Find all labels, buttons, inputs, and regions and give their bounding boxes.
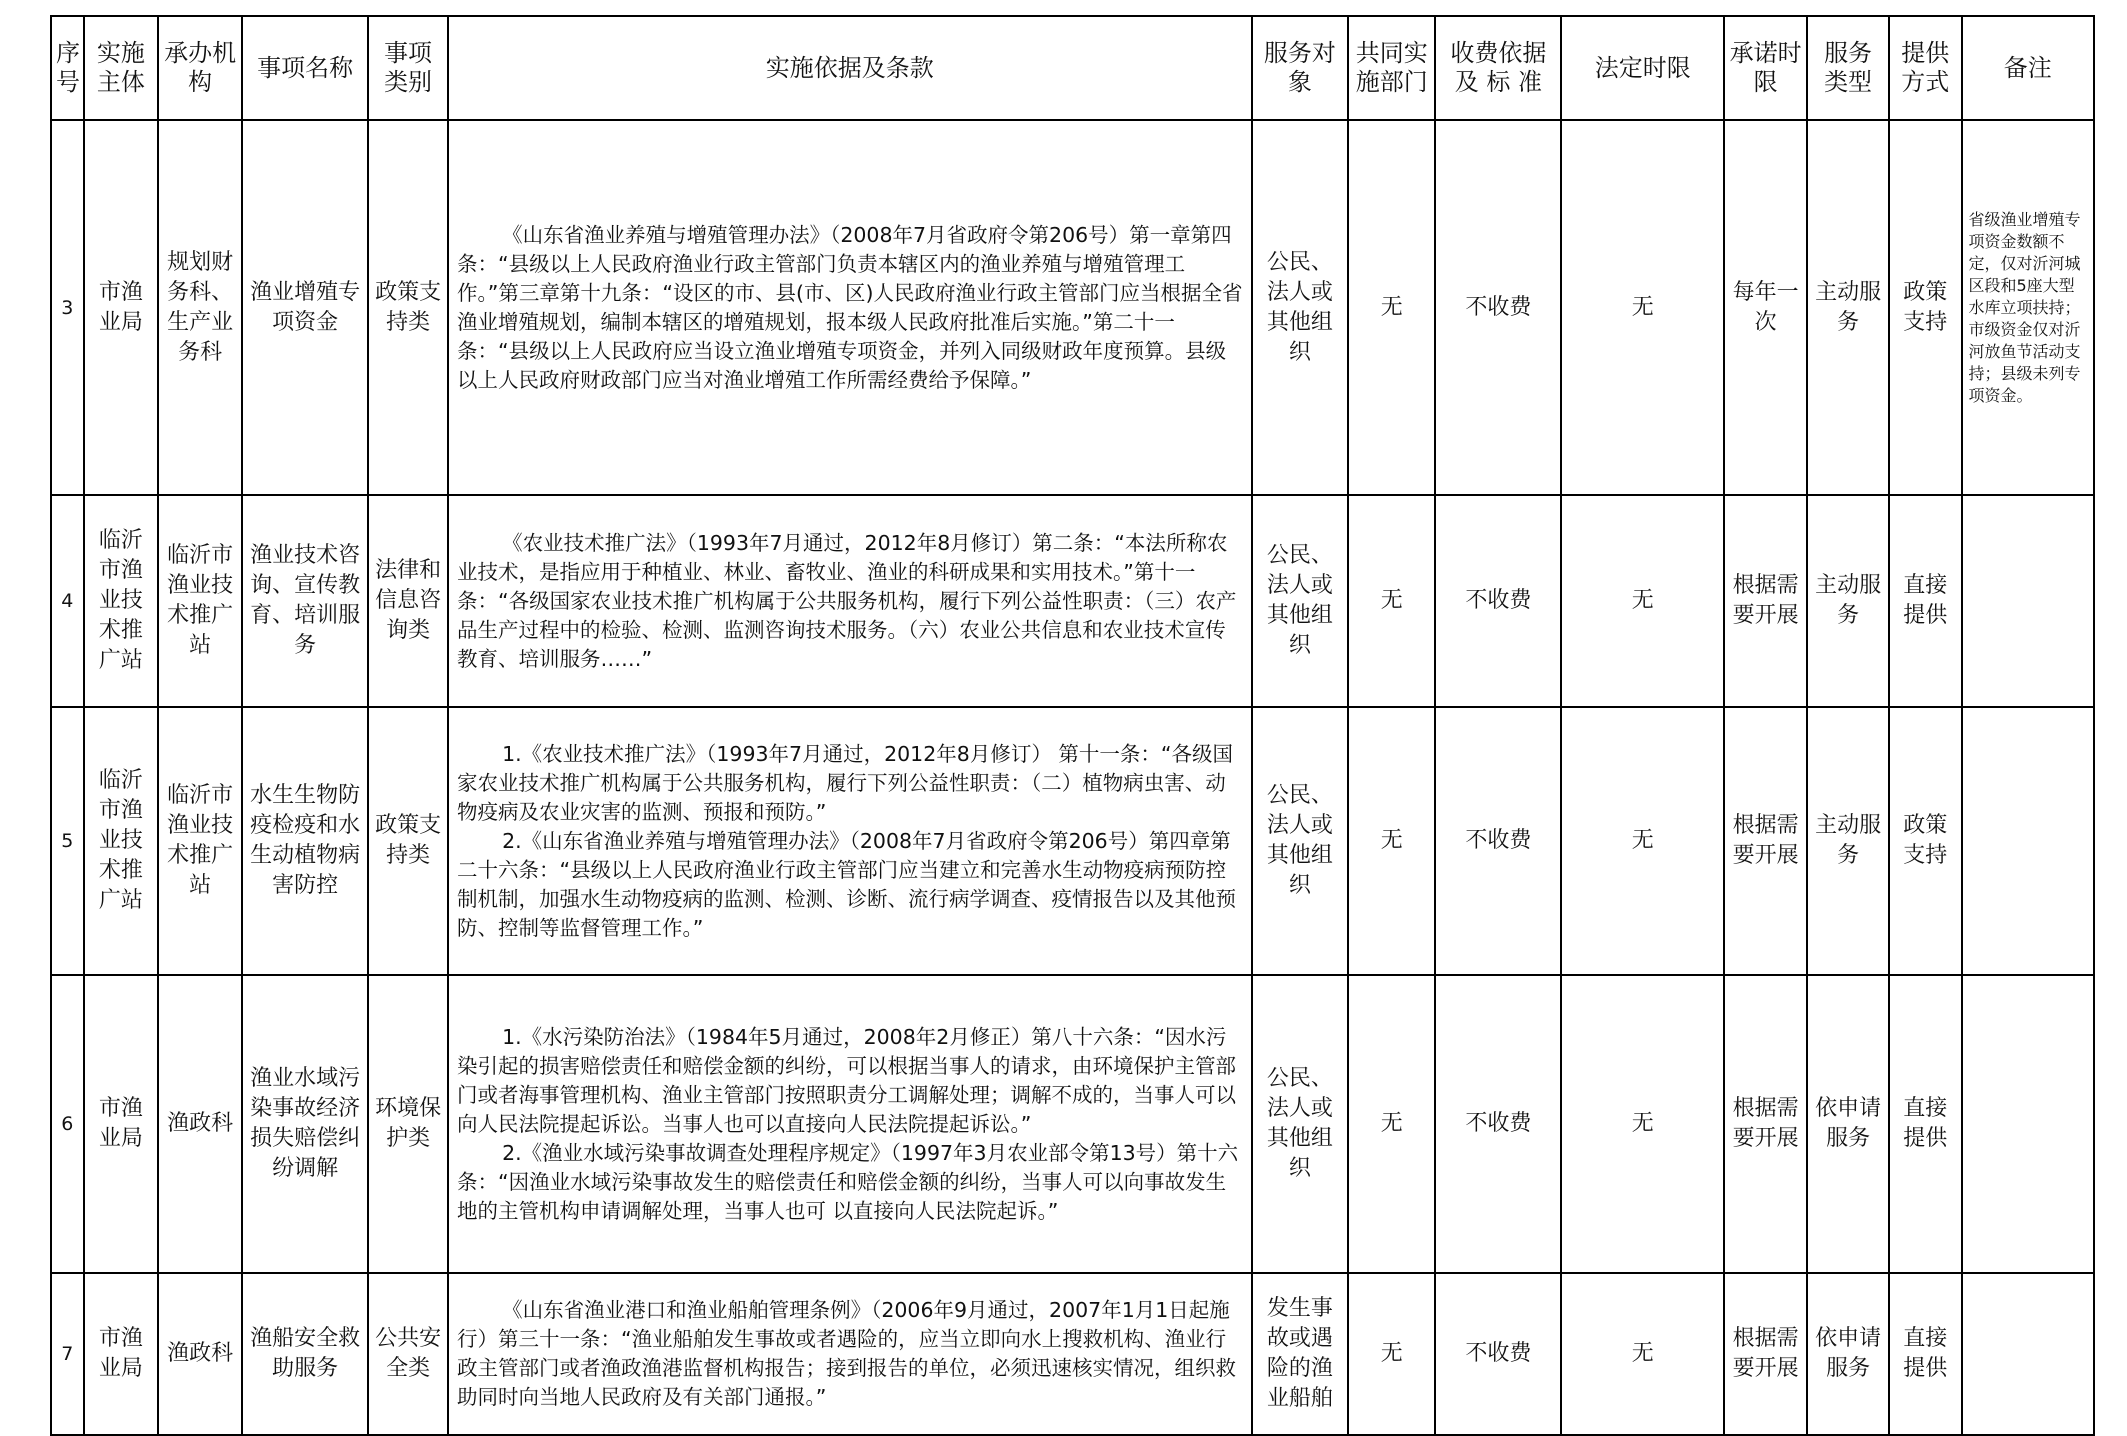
- cell-basis: [448, 707, 1252, 975]
- cell-fee: 不收费: [1435, 975, 1561, 1273]
- header-category: 事项类别: [368, 16, 448, 120]
- cell-dept: 规划财务科、生产业务科: [158, 120, 242, 495]
- cell-basis: [448, 120, 1252, 495]
- cell-fee: 不收费: [1435, 495, 1561, 707]
- cell-name: 渔业技术咨询、宣传教育、培训服务: [242, 495, 368, 707]
- cell-joint: 无: [1348, 975, 1435, 1273]
- cell-legal-limit: 无: [1561, 975, 1724, 1273]
- basis-paragraph: 《山东省渔业养殖与增殖管理办法》（2008年7月省政府令第206号）第一章第四条：“县级以上人民政府渔业行政主管部门负责本辖区内的渔业养殖与增殖管理工作。”第三章第十九条：“设区的市、县(市、区)人民政府渔业行政主管部门应当根据全省渔业增殖规划，编制本辖区的增殖规划，报本级人民政府批准后实施。”第二十一条：“县级以上人民政府应当设立渔业增殖专项资金，并列入同级财政年度预算。县级以上人民政府财政部门应当对渔业增殖工作所需经费给予保障。”: [456, 222, 1243, 392]
- header-row: [51, 16, 2094, 120]
- cell-entity: 市渔业局: [84, 120, 159, 495]
- cell-name: 渔船安全救助服务: [242, 1273, 368, 1435]
- cell-category: 政策支持类: [368, 120, 448, 495]
- cell-dept: 渔政科: [158, 1273, 242, 1435]
- header-remark: 备注: [1962, 16, 2095, 120]
- header-promise-limit: 承诺时限: [1724, 16, 1807, 120]
- cell-remark: [1962, 975, 2095, 1273]
- cell-service-type: 主动服务: [1807, 120, 1889, 495]
- header-fee: 收费依据及 标 准: [1435, 16, 1561, 120]
- cell-fee: 不收费: [1435, 120, 1561, 495]
- cell-service-type: 主动服务: [1807, 707, 1889, 975]
- cell-name: 渔业增殖专项资金: [242, 120, 368, 495]
- cell-seq: 3: [51, 120, 84, 495]
- cell-seq: 7: [51, 1273, 84, 1435]
- cell-joint: 无: [1348, 1273, 1435, 1435]
- cell-target: 发生事故或遇险的渔业船舶: [1252, 1273, 1349, 1435]
- header-joint: 共同实施部门: [1348, 16, 1435, 120]
- header-service-type: 服务类型: [1807, 16, 1889, 120]
- cell-promise-limit: 根据需要开展: [1724, 1273, 1807, 1435]
- cell-service-type: 主动服务: [1807, 495, 1889, 707]
- cell-legal-limit: 无: [1561, 495, 1724, 707]
- cell-entity: 临沂市渔业技术推广站: [84, 495, 159, 707]
- table-row: [51, 1273, 2094, 1435]
- header-provide: 提供方式: [1889, 16, 1961, 120]
- cell-basis: [448, 975, 1252, 1273]
- cell-target: 公民、法人或其他组织: [1252, 975, 1349, 1273]
- cell-joint: 无: [1348, 495, 1435, 707]
- cell-entity: 市渔业局: [84, 1273, 159, 1435]
- cell-basis: [448, 495, 1252, 707]
- cell-basis: [448, 1273, 1252, 1435]
- cell-fee: 不收费: [1435, 707, 1561, 975]
- table-row: [51, 975, 2094, 1273]
- cell-remark: [1962, 495, 2095, 707]
- cell-promise-limit: 根据需要开展: [1724, 707, 1807, 975]
- cell-promise-limit: 每年一次: [1724, 120, 1807, 495]
- cell-legal-limit: 无: [1561, 1273, 1724, 1435]
- basis-paragraph: 《山东省渔业港口和渔业船舶管理条例》（2006年9月通过，2007年1月1日起施行）第三十一条：“渔业船舶发生事故或者遇险的，应当立即向水上搜救机构、渔业行政主管部门或者渔政渔港监督机构报告；接到报告的单位，必须迅速核实情况，组织救助同时向当地人民政府及有关部门通报。”: [456, 1298, 1236, 1409]
- header-entity: 实施主体: [84, 16, 159, 120]
- cell-service-type: 依申请服务: [1807, 1273, 1889, 1435]
- basis-paragraph: 2.《渔业水域污染事故调查处理程序规定》（1997年3月农业部令第13号）第十六条：“因渔业水域污染事故发生的赔偿责任和赔偿金额的纠纷，当事人可以向事故发生地的主管机构申请调解处理，当事人也可 以直接向人民法院起诉。”: [456, 1140, 1239, 1223]
- cell-seq: 4: [51, 495, 84, 707]
- cell-legal-limit: 无: [1561, 120, 1724, 495]
- cell-provide: 政策支持: [1889, 707, 1961, 975]
- table-row: [51, 495, 2094, 707]
- cell-dept: 临沂市渔业技术推广站: [158, 707, 242, 975]
- header-legal-limit: 法定时限: [1561, 16, 1724, 120]
- basis-paragraph: 1.《农业技术推广法》（1993年7月通过，2012年8月修订） 第十一条：“各级国家农业技术推广机构属于公共服务机构，履行下列公益性职责：（二）植物病虫害、动物疫病及农业灾害的监测、预报和预防。”: [456, 741, 1233, 824]
- basis-paragraph: 1.《水污染防治法》（1984年5月通过，2008年2月修正）第八十六条：“因水污染引起的损害赔偿责任和赔偿金额的纠纷，可以根据当事人的请求，由环境保护主管部门或者海事管理机构、渔业主管部门按照职责分工调解处理；调解不成的，当事人可以向人民法院提起诉讼。当事人也可以直接向人民法院提起诉讼。”: [456, 1024, 1236, 1136]
- table-row: [51, 120, 2094, 495]
- cell-entity: 市渔业局: [84, 975, 159, 1273]
- cell-joint: 无: [1348, 707, 1435, 975]
- cell-seq: 6: [51, 975, 84, 1273]
- basis-paragraph: 《农业技术推广法》（1993年7月通过，2012年8月修订）第二条：“本法所称农业技术，是指应用于种植业、林业、畜牧业、渔业的科研成果和实用技术。”第十一条：“各级国家农业技术推广机构属于公共服务机构，履行下列公益性职责：（三）农产品生产过程中的检验、检测、监测咨询技术服务。（六）农业公共信息和农业技术宣传教育、培训服务……”: [456, 530, 1237, 671]
- table-row: [51, 707, 2094, 975]
- cell-name: 渔业水域污染事故经济损失赔偿纠纷调解: [242, 975, 368, 1273]
- cell-remark: [1962, 1273, 2095, 1435]
- cell-target: 公民、法人或其他组织: [1252, 495, 1349, 707]
- cell-category: 公共安全类: [368, 1273, 448, 1435]
- cell-name: 水生生物防疫检疫和水生动植物病害防控: [242, 707, 368, 975]
- header-basis: 实施依据及条款: [448, 16, 1252, 120]
- cell-legal-limit: 无: [1561, 707, 1724, 975]
- cell-service-type: 依申请服务: [1807, 975, 1889, 1273]
- cell-category: 环境保护类: [368, 975, 448, 1273]
- cell-joint: 无: [1348, 120, 1435, 495]
- cell-target: 公民、法人或其他组织: [1252, 120, 1349, 495]
- basis-paragraph: 2.《山东省渔业养殖与增殖管理办法》（2008年7月省政府令第206号）第四章第二十六条：“县级以上人民政府渔业行政主管部门应当建立和完善水生动物疫病预防控制机制，加强水生动物疫病的监测、检测、诊断、流行病学调查、疫情报告以及其他预防、控制等监督管理工作。”: [456, 828, 1236, 940]
- header-seq: 序号: [51, 16, 84, 120]
- cell-provide: 政策支持: [1889, 120, 1961, 495]
- cell-remark: 省级渔业增殖专项资金数额不定，仅对沂河城区段和5座大型水库立项扶持；市级资金仅对沂河放鱼节活动支持；县级未列专项资金。: [1962, 120, 2095, 495]
- cell-provide: 直接提供: [1889, 495, 1961, 707]
- cell-promise-limit: 根据需要开展: [1724, 975, 1807, 1273]
- cell-provide: 直接提供: [1889, 1273, 1961, 1435]
- cell-dept: 渔政科: [158, 975, 242, 1273]
- cell-target: 公民、法人或其他组织: [1252, 707, 1349, 975]
- service-items-table: [50, 15, 2095, 1436]
- cell-remark: [1962, 707, 2095, 975]
- cell-promise-limit: 根据需要开展: [1724, 495, 1807, 707]
- cell-entity: 临沂市渔业技术推广站: [84, 707, 159, 975]
- header-name: 事项名称: [242, 16, 368, 120]
- cell-dept: 临沂市渔业技术推广站: [158, 495, 242, 707]
- cell-fee: 不收费: [1435, 1273, 1561, 1435]
- header-dept: 承办机构: [158, 16, 242, 120]
- cell-category: 法律和信息咨询类: [368, 495, 448, 707]
- header-target: 服务对象: [1252, 16, 1349, 120]
- cell-seq: 5: [51, 707, 84, 975]
- cell-category: 政策支持类: [368, 707, 448, 975]
- cell-provide: 直接提供: [1889, 975, 1961, 1273]
